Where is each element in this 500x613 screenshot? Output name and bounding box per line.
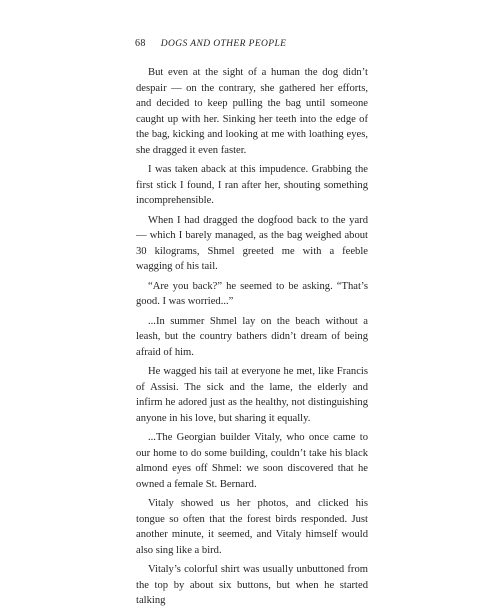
paragraph: “Are you back?” he seemed to be asking. “That’s good. I was worried...”	[136, 280, 368, 307]
running-head	[135, 38, 286, 49]
paragraph: I was taken aback at this impudence. Grabbing the first stick I found, I ran after her, shouting something incomprehensible.	[136, 164, 368, 206]
paragraph: When I had dragged the dogfood back to the yard — which I barely managed, as the bag weighed about 30 kilograms, Shmel greeted me with a feeble wagging of his tail.	[136, 214, 368, 272]
paragraph: ...The Georgian builder Vitaly, who once came to our home to do some building, couldn’t take his black almond eyes off Shmel: we soon discovered that he owned a female St. Bernard.	[136, 432, 368, 490]
book-title: DOGS AND OTHER PEOPLE	[160, 39, 287, 49]
paragraph: He wagged his tail at everyone he met, like Francis of Assisi. The sick and the lame, the elderly and infirm he adored just as the healthy, not distinguishing anyone in his love, but sharing it equally.	[136, 366, 368, 424]
paragraph: Vitaly showed us her photos, and clicked his tongue so often that the forest birds responded. Just another minute, it seemed, and Vitaly himself would also sing like a bird.	[136, 498, 368, 556]
page-number: 68	[135, 38, 146, 49]
paragraph: Vitaly’s colorful shirt was usually unbuttoned from the top by about six buttons, but when he started talking	[136, 564, 368, 606]
body-text	[136, 65, 368, 613]
paragraph: But even at the sight of a human the dog didn’t despair — on the contrary, she gathered her efforts, and decided to keep pulling the bag until someone caught up with her. Sinking her teeth into the edge of the bag, kicking and looking at me with loathing eyes, she dragged it even faster.	[136, 67, 368, 156]
paragraph: ...In summer Shmel lay on the beach without a leash, but the country bathers didn’t dream of being afraid of him.	[136, 315, 368, 358]
